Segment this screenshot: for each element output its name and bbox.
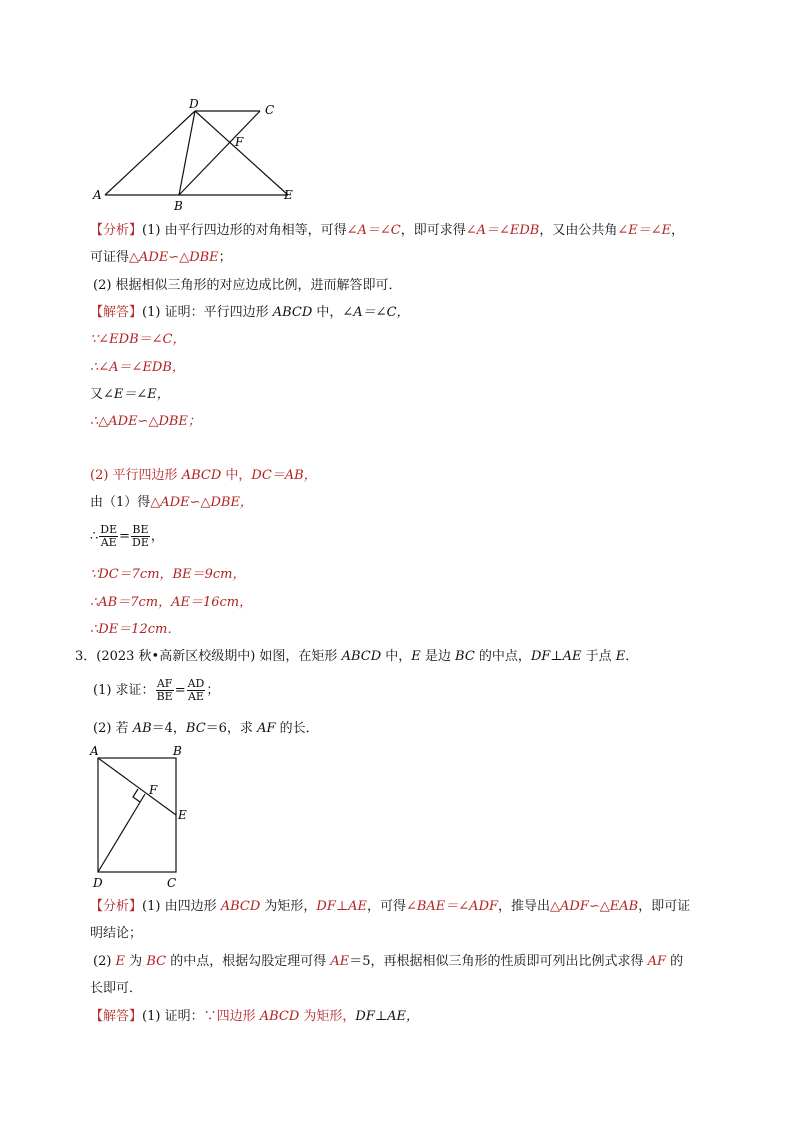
analysis3-line-3: (2) E 为 BC 的中点，根据勾股定理可得 AE＝5，再根据相似三角形的性质即可列出比例式求得 AF 的 (93, 954, 684, 969)
solution-tag: 【解答】 (90, 305, 143, 320)
solution-line-1: 【解答】(1) 证明：平行四边形 ABCD 中，∠A＝∠C， (90, 305, 410, 320)
analysis-line-1: 【分析】(1) 由平行四边形的对角相等，可得∠A＝∠C，即可求得∠A＝∠EDB，又由公共角∠E＝∠E， (90, 223, 685, 238)
label-c: C (265, 103, 275, 117)
right-angle-mark (133, 789, 140, 802)
segment-df (98, 794, 145, 872)
analysis3-line-4: 长即可． (90, 981, 143, 996)
label-b-2: B (173, 744, 182, 758)
analysis-tag: 【分析】 (90, 223, 143, 238)
fraction-ad-ae: $\frac{AD}{AE}$ (187, 677, 205, 703)
label-b: B (174, 199, 183, 213)
solution-line-2: ∵∠EDB＝∠C， (90, 332, 186, 347)
solution2-line-5: ∴AB＝7cm，AE＝16cm， (90, 595, 253, 610)
solution-line-5: ∴△ADE∽△DBE； (90, 414, 201, 429)
label-c-2: C (167, 876, 177, 890)
label-d: D (189, 97, 199, 111)
question-3-part-2: (2) 若 AB＝4，BC＝6，求 AF 的长． (93, 721, 319, 736)
figure-rectangle (85, 742, 205, 892)
segment-de (195, 111, 288, 195)
analysis-line-3: (2) 根据相似三角形的对应边成比例，进而解答即可． (93, 278, 402, 293)
solution2-line-2: 由（1）得△ADE∽△DBE， (90, 495, 253, 510)
label-f-2: F (149, 783, 158, 797)
solution-line-4: 又∠E＝∠E， (90, 387, 170, 402)
label-a: A (93, 188, 102, 202)
analysis-line-2: 可证得△ADE∽△DBE； (90, 250, 232, 265)
solution3-tag: 【解答】 (90, 1009, 143, 1024)
question-3-part-1: (1) 求证： $\frac{AF}{BE}$ = $\frac{AD}{AE}$ ； (93, 677, 220, 703)
solution-line-3: ∴∠A＝∠EDB， (90, 360, 185, 375)
label-f: F (235, 135, 244, 149)
rectangle-abcd (98, 758, 176, 872)
solution3-line-1: 【解答】(1) 证明：∵四边形 ABCD 为矩形，DF⊥AE， (90, 1009, 419, 1024)
solution2-line-1: (2) 平行四边形 ABCD 中，DC＝AB， (90, 468, 317, 483)
solution2-line-4: ∵DC＝7cm，BE＝9cm， (90, 567, 246, 582)
analysis3-line-2: 明结论； (90, 926, 143, 941)
solution2-line-3: ∴ $\frac{DE}{AE}$ = $\frac{BE}{DE}$ ， (90, 523, 164, 549)
fraction-be-de: $\frac{BE}{DE}$ (132, 523, 149, 549)
question-3: 3．(2023 秋•高新区校级期中) 如图，在矩形 ABCD 中，E 是边 BC 的中点，DF⊥AE 于点 E． (75, 649, 639, 664)
figure-parallelogram (88, 95, 308, 213)
label-d-2: D (93, 876, 103, 890)
label-e: E (284, 188, 293, 202)
label-a-2: A (90, 744, 99, 758)
label-e-2: E (178, 808, 187, 822)
analysis3-tag: 【分析】 (90, 899, 143, 914)
fraction-af-be: $\frac{AF}{BE}$ (156, 677, 173, 703)
fraction-de-ae: $\frac{DE}{AE}$ (100, 523, 118, 549)
segment-bc (179, 111, 260, 195)
solution2-line-6: ∴DE＝12cm． (90, 622, 181, 637)
analysis3-line-1: 【分析】(1) 由四边形 ABCD 为矩形，DF⊥AE，可得∠BAE＝∠ADF，推导出△ADF∽△EAB，即可证 (90, 899, 691, 914)
